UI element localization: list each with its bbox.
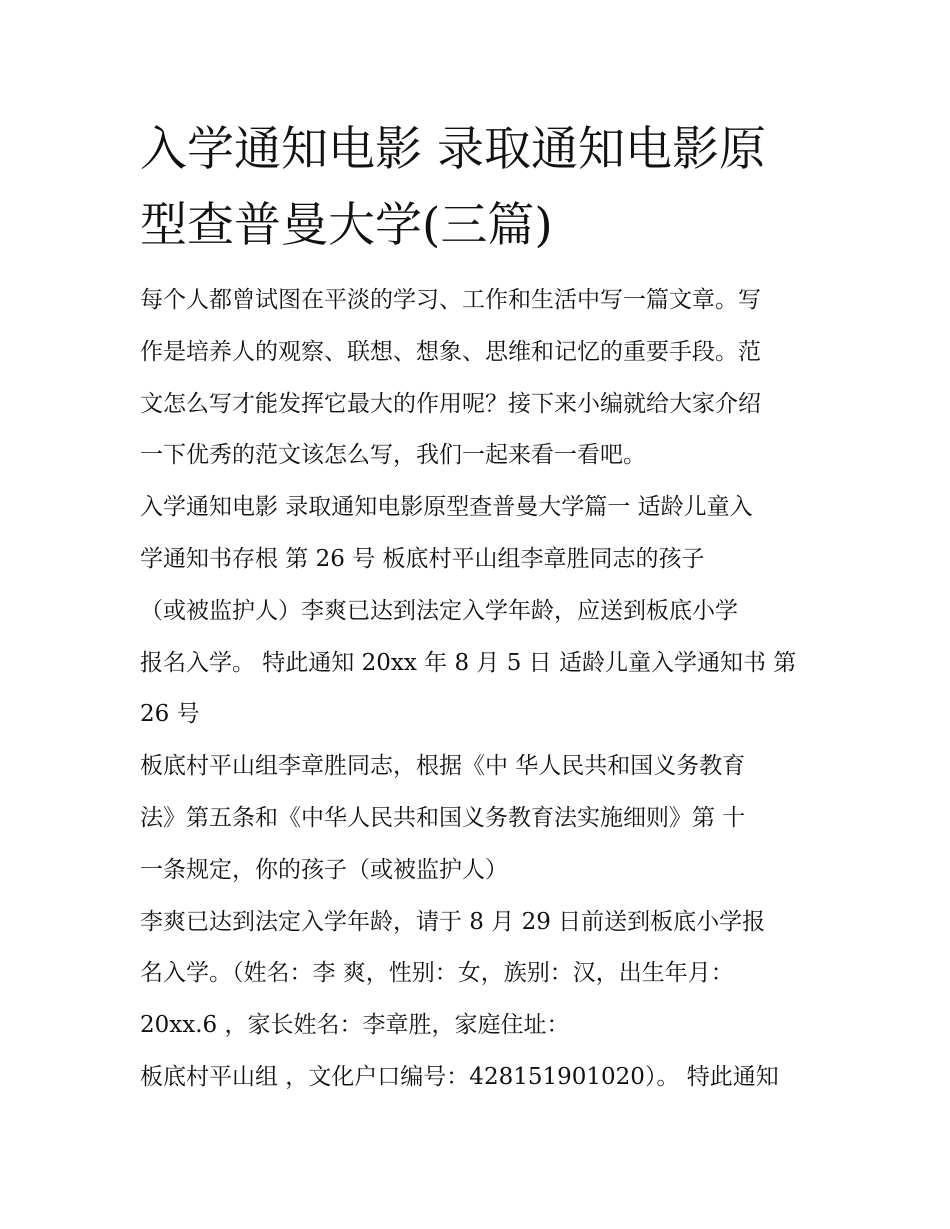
body-line: 26 号 (140, 701, 200, 728)
body-line: 每个人都曾试图在平淡的学习、工作和生活中写一篇文章。写 (140, 287, 761, 313)
body-line: 名入学。（姓名：李 爽，性别：女，族别：汉，出生年月： (140, 960, 734, 987)
body-line: 作是培养人的观察、联想、想象、思维和记忆的重要手段。范 (140, 338, 761, 365)
body-line: 李爽已达到法定入学年龄，请于 8 月 29 日前送到板底小学报 (140, 908, 766, 935)
body-line: 板底村平山组李章胜同志，根据《中 华人民共和国义务教育 (140, 753, 746, 780)
body-line: 报名入学。 特此通知 20xx 年 8 月 5 日 适龄儿童入学通知书 第 (140, 649, 797, 676)
body-line: 学通知书存根 第 26 号 板底村平山组李章胜同志的孩子 (140, 545, 705, 572)
title-line: 入学通知电影 录取通知电影原 (140, 122, 766, 177)
body-line: （或被监护人）李爽已达到法定入学年龄，应送到板底小学 (140, 597, 738, 624)
body-line: 法》第五条和《中华人民共和国义务教育法实施细则》第 十 (140, 804, 746, 831)
body-line: 一条规定，你的孩子（或被监护人） (140, 856, 508, 883)
body-line: 入学通知电影 录取通知电影原型查普曼大学篇一 适龄儿童入 (140, 494, 753, 521)
document-title (140, 112, 820, 264)
body-line: 20xx.6 ，家长姓名：李章胜，家庭住址： (140, 1012, 570, 1039)
body-line: 一下优秀的范文该怎么写，我们一起来看一看吧。 (140, 442, 646, 469)
body-line: 板底村平山组 ，文化户口编号：428151901020）。 特此通知 (140, 1063, 779, 1090)
document-body (140, 275, 820, 1104)
body-line: 文怎么写才能发挥它最大的作用呢？接下来小编就给大家介绍 (140, 390, 761, 417)
title-line: 型查普曼大学(三篇) (140, 198, 553, 253)
